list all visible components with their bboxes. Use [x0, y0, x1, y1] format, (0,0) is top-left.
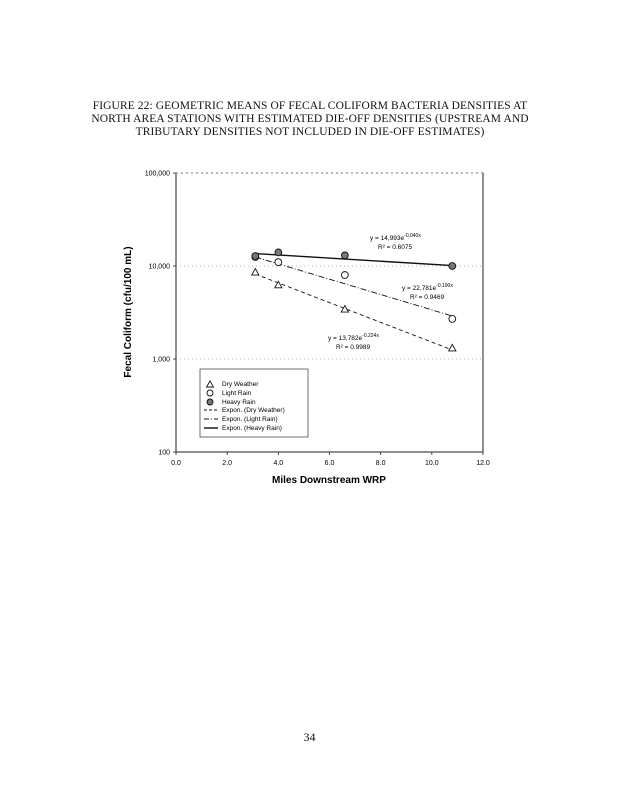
data-point-light-rain [275, 259, 282, 266]
page-number: 34 [303, 730, 316, 744]
y-tick-label: 100,000 [144, 170, 170, 178]
figure-title-line: TRIBUTARY DENSITIES NOT INCLUDED IN DIE-OFF ESTIMATES) [135, 126, 485, 138]
heavy-rain-equation: $y = 14,993e^{-0.040x}$ [370, 233, 421, 242]
x-tick-label: 8.0 [375, 460, 386, 467]
data-point-dry-weather [449, 344, 456, 351]
x-tick-label: 4.0 [273, 460, 284, 467]
data-point-heavy-rain [341, 252, 348, 259]
legend-entry: Expon. (Heavy Rain) [222, 425, 282, 432]
y-tick-label: 1,000 [152, 356, 170, 364]
legend-filled-circle-icon [207, 399, 213, 405]
x-tick-label: 10.0 [425, 460, 439, 467]
figure-title-line: FIGURE 22: GEOMETRIC MEANS OF FECAL COLIFORM BACTERIA DENSITIES AT [92, 100, 528, 112]
x-tick-label: 2.0 [222, 460, 233, 467]
dry-weather-r2: R² = 0.9989 [336, 344, 371, 351]
legend-entry: Expon. (Light Rain) [222, 416, 278, 423]
legend-entry: Expon. (Dry Weather) [222, 407, 285, 414]
y-tick-label: 100 [158, 449, 170, 457]
gridlines [176, 173, 483, 359]
data-point-heavy-rain [449, 263, 456, 270]
light-rain-equation: $y = 22,781e^{-0.190x}$ [402, 283, 453, 292]
data-point-dry-weather [252, 269, 259, 276]
figure-title-line: NORTH AREA STATIONS WITH ESTIMATED DIE-OFF DENSITIES (UPSTREAM AND [91, 113, 529, 125]
dry-weather-equation: $y = 13,782e^{-0.224x}$ [328, 333, 379, 342]
data-point-light-rain [449, 315, 456, 322]
data-point-light-rain [341, 272, 348, 279]
x-axis-label: Miles Downstream WRP [272, 475, 386, 486]
x-tick-label: 6.0 [324, 460, 335, 467]
legend-entry: Dry Weather [222, 381, 259, 388]
light-rain-r2: R² = 0.9469 [410, 294, 445, 301]
x-tick-label: 12.0 [476, 460, 490, 467]
heavy-rain-r2: R² = 0.6075 [378, 244, 413, 251]
x-tick-label: 0.0 [171, 460, 181, 467]
trendline-heavy-rain [255, 254, 452, 266]
data-point-heavy-rain [275, 249, 282, 256]
legend [200, 369, 308, 437]
data-point-heavy-rain [252, 253, 259, 260]
axis-ticks [145, 171, 490, 468]
y-axis-label: Fecal Coliform (cfu/100 mL) [123, 246, 134, 378]
data-point-dry-weather [341, 306, 348, 313]
legend-entry: Light Rain [222, 390, 252, 397]
legend-entry: Heavy Rain [222, 399, 256, 406]
y-tick-label: 10,000 [148, 263, 170, 271]
